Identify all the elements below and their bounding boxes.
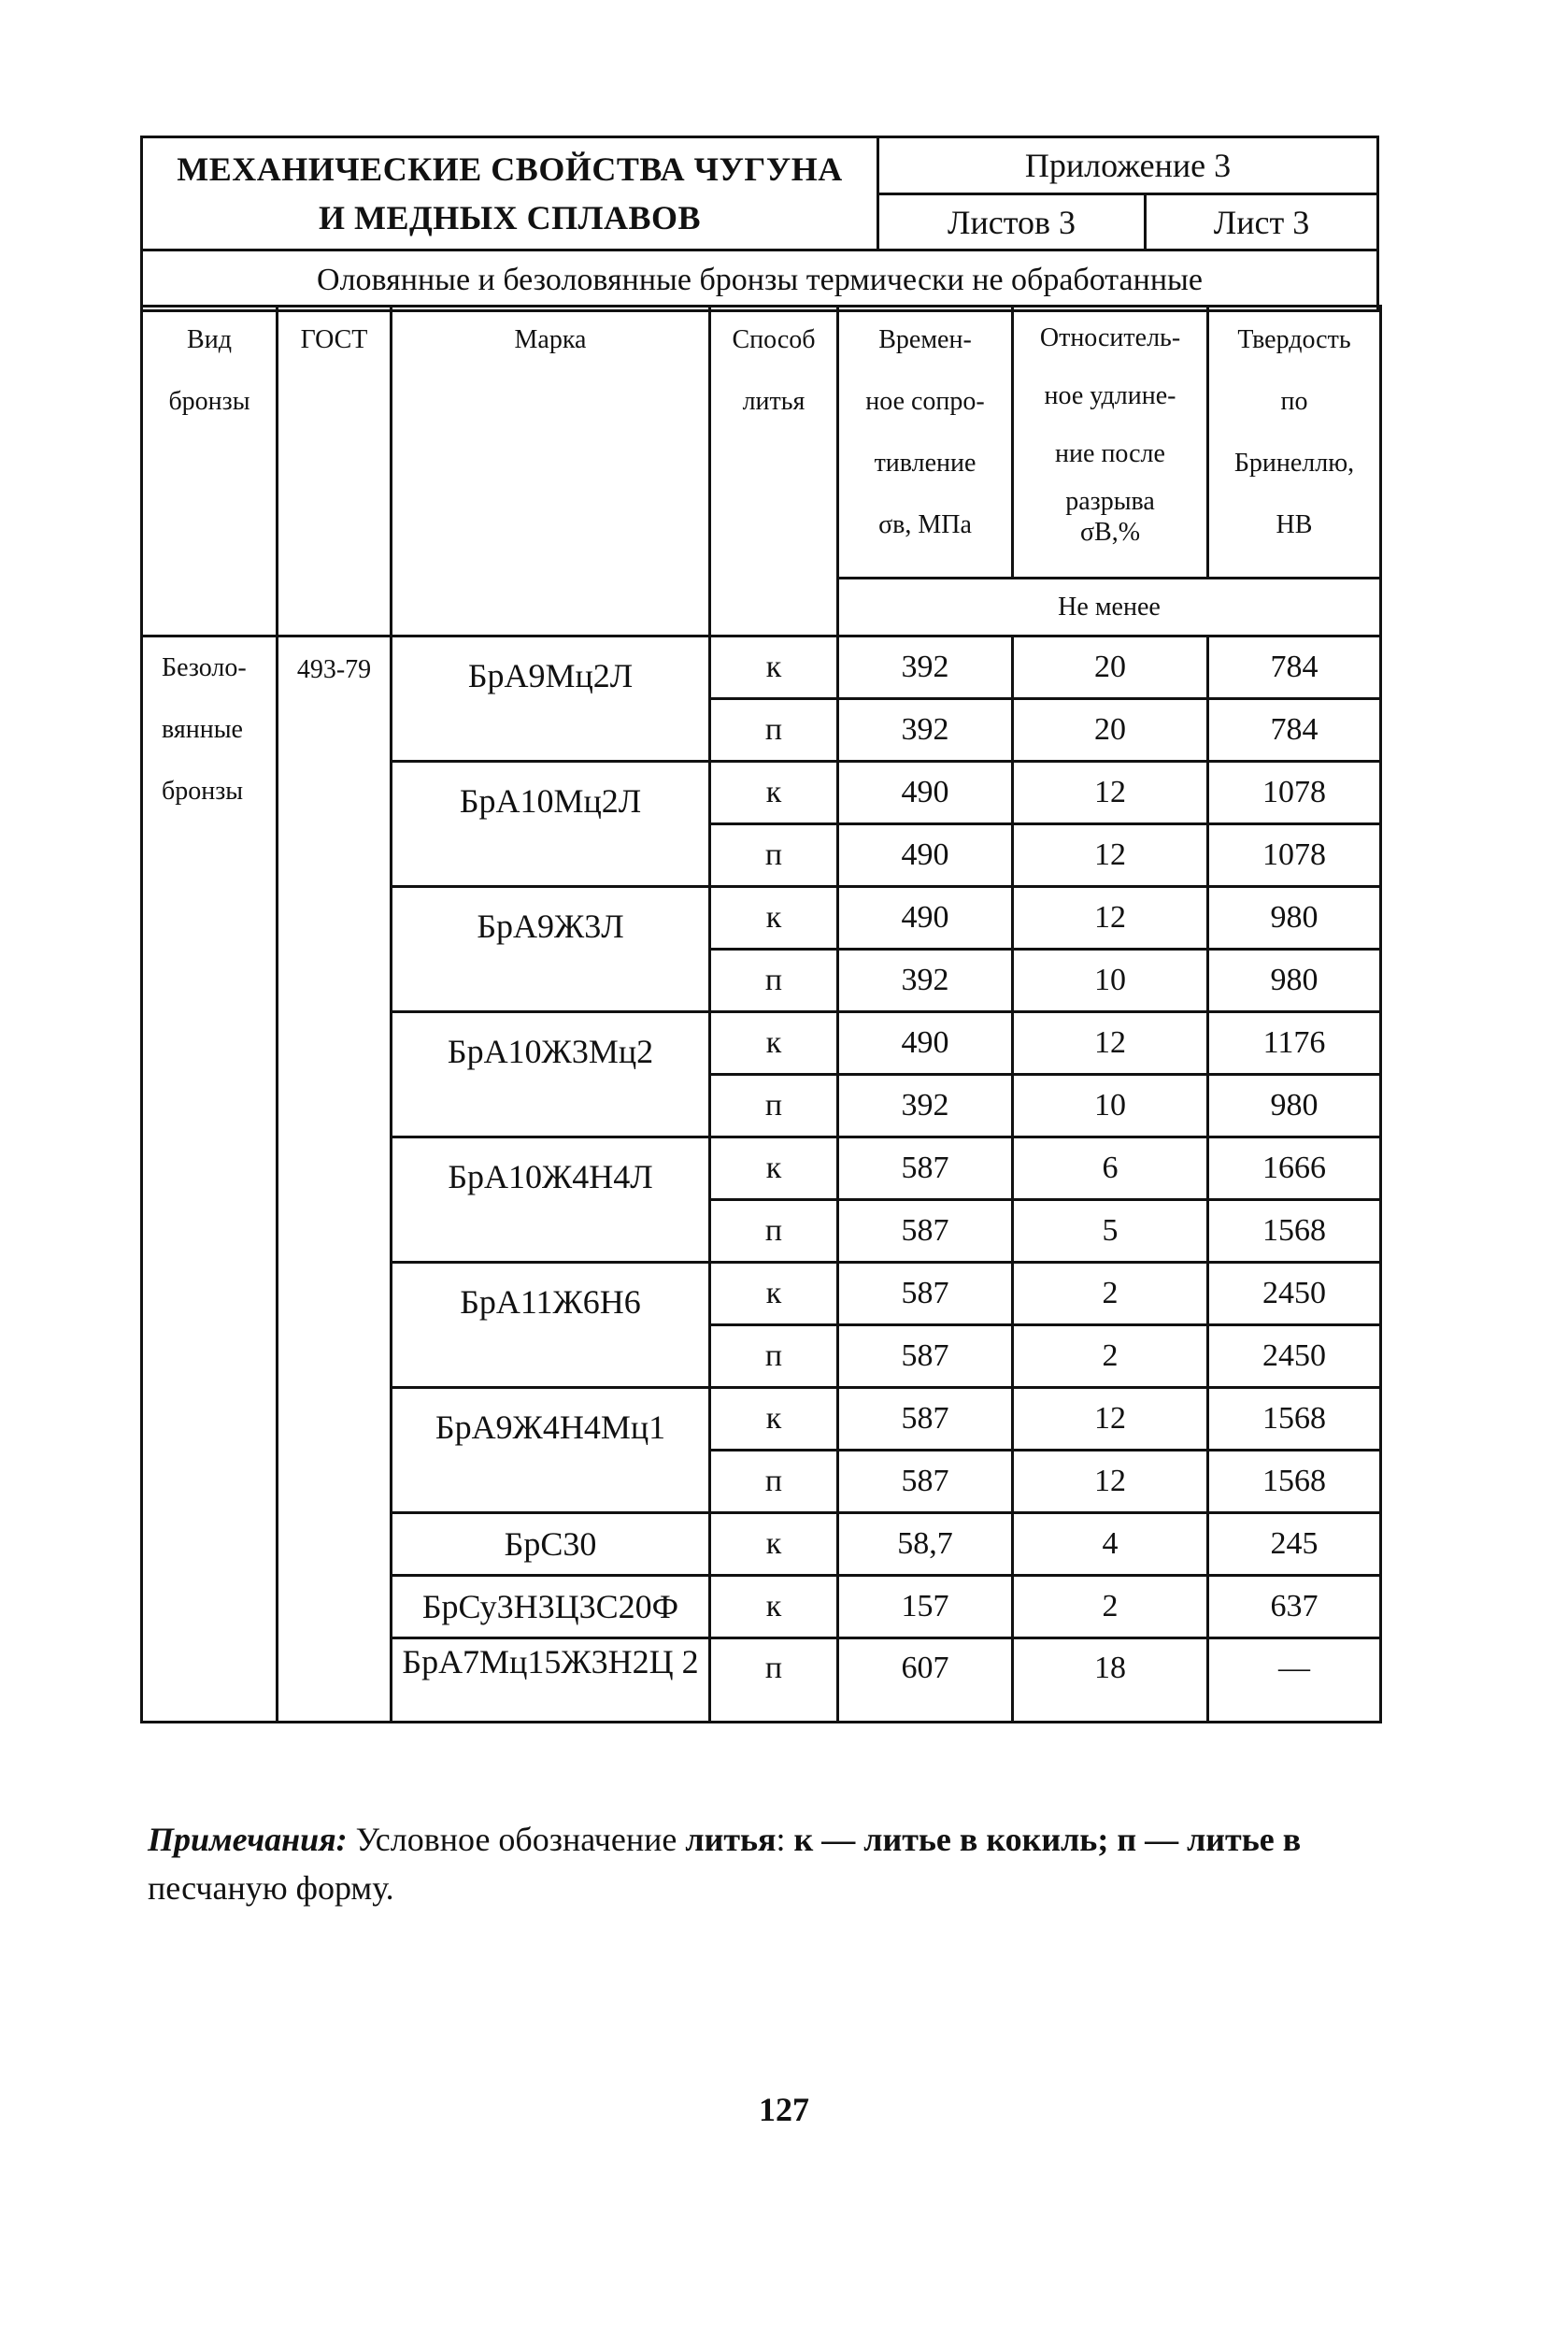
strength-cell: 392 (838, 636, 1013, 699)
hardness-cell: 637 (1208, 1576, 1381, 1638)
col-header-grade: Марка (392, 307, 710, 636)
grade-cell: БрСу3Н3Ц3С20Ф (392, 1576, 710, 1638)
elongation-cell: 5 (1013, 1200, 1208, 1263)
method-cell: к (710, 1513, 838, 1576)
col-header-strength: Времен- ное сопро- тивление σв, МПа (838, 307, 1013, 579)
strength-cell: 587 (838, 1451, 1013, 1513)
hardness-cell: 2450 (1208, 1325, 1381, 1388)
strength-cell: 587 (838, 1200, 1013, 1263)
strength-cell: 587 (838, 1137, 1013, 1200)
strength-cell: 587 (838, 1325, 1013, 1388)
notes-label: Примечания: (148, 1821, 348, 1858)
elongation-cell: 20 (1013, 636, 1208, 699)
sheet-current: Лист 3 (1213, 203, 1310, 241)
notes-text-3: песчаную форму. (148, 1869, 394, 1907)
method-cell: к (710, 1576, 838, 1638)
elongation-cell: 10 (1013, 950, 1208, 1012)
page-number: 127 (759, 2091, 809, 2128)
elongation-cell: 12 (1013, 824, 1208, 887)
gost-cell: 493-79 (278, 636, 392, 1723)
hardness-cell: 980 (1208, 950, 1381, 1012)
method-cell: к (710, 1263, 838, 1325)
elongation-cell: 12 (1013, 887, 1208, 950)
col-header-method: Способ литья (710, 307, 838, 636)
elongation-cell: 12 (1013, 762, 1208, 824)
hardness-cell: 245 (1208, 1513, 1381, 1576)
strength-cell: 392 (838, 1075, 1013, 1137)
notes-text-1: Условное обозначение (347, 1821, 686, 1858)
hardness-cell: 784 (1208, 636, 1381, 699)
hardness-cell: 1078 (1208, 762, 1381, 824)
title-line-2: И МЕДНЫХ СПЛАВОВ (319, 199, 701, 236)
hardness-cell: 1176 (1208, 1012, 1381, 1075)
method-cell: п (710, 950, 838, 1012)
elongation-cell: 2 (1013, 1263, 1208, 1325)
method-cell: п (710, 1638, 838, 1723)
sheets-total: Листов 3 (879, 195, 1147, 249)
table-subtitle: Оловянные и безоловянные бронзы термически не обработанные (317, 263, 1203, 297)
notes-bold-1: литья (685, 1821, 777, 1858)
hardness-cell: 784 (1208, 699, 1381, 762)
method-cell: к (710, 1388, 838, 1451)
elongation-cell: 20 (1013, 699, 1208, 762)
method-cell: к (710, 1012, 838, 1075)
col-header-gost: ГОСТ (278, 307, 392, 636)
grade-cell: БрА10Мц2Л (392, 762, 710, 887)
grade-cell: БрА10Ж3Мц2 (392, 1012, 710, 1137)
elongation-cell: 18 (1013, 1638, 1208, 1723)
hardness-cell: 2450 (1208, 1263, 1381, 1325)
elongation-cell: 6 (1013, 1137, 1208, 1200)
hardness-cell: — (1208, 1638, 1381, 1723)
col-header-hardness: Твердость по Бринеллю, НВ (1208, 307, 1381, 579)
hardness-cell: 980 (1208, 1075, 1381, 1137)
strength-cell: 157 (838, 1576, 1013, 1638)
strength-cell: 490 (838, 887, 1013, 950)
strength-cell: 587 (838, 1263, 1013, 1325)
strength-cell: 587 (838, 1388, 1013, 1451)
strength-cell: 392 (838, 699, 1013, 762)
grade-cell: БрС30 (392, 1513, 710, 1576)
method-cell: к (710, 762, 838, 824)
notes-text-2: : (776, 1821, 794, 1858)
method-cell: п (710, 699, 838, 762)
grade-cell: БрА11Ж6Н6 (392, 1263, 710, 1388)
col-header-elongation: Относитель- ное удлине- ние после разрыва σВ,% (1013, 307, 1208, 579)
title-line-1: МЕХАНИЧЕСКИЕ СВОЙСТВА ЧУГУНА (177, 150, 843, 188)
grade-cell: БрА10Ж4Н4Л (392, 1137, 710, 1263)
method-cell: п (710, 1200, 838, 1263)
document-title (143, 138, 879, 249)
not-less-label: Не менее (838, 579, 1381, 636)
hardness-cell: 1568 (1208, 1451, 1381, 1513)
method-cell: к (710, 1137, 838, 1200)
strength-cell: 490 (838, 762, 1013, 824)
elongation-cell: 2 (1013, 1576, 1208, 1638)
strength-cell: 392 (838, 950, 1013, 1012)
hardness-cell: 1568 (1208, 1388, 1381, 1451)
strength-cell: 58,7 (838, 1513, 1013, 1576)
method-cell: п (710, 824, 838, 887)
hardness-cell: 980 (1208, 887, 1381, 950)
strength-cell: 490 (838, 824, 1013, 887)
appendix-label: Приложение 3 (879, 138, 1376, 195)
header-row (142, 307, 1381, 579)
method-cell: п (710, 1451, 838, 1513)
method-cell: п (710, 1325, 838, 1388)
method-cell: к (710, 636, 838, 699)
method-cell: п (710, 1075, 838, 1137)
title-block (140, 136, 1379, 312)
elongation-cell: 10 (1013, 1075, 1208, 1137)
grade-cell: БрА9Мц2Л (392, 636, 710, 762)
elongation-cell: 2 (1013, 1325, 1208, 1388)
col-header-kind: Вид бронзы (142, 307, 278, 636)
table-row (142, 636, 1381, 699)
bronze-properties-table (140, 305, 1382, 1723)
strength-cell: 607 (838, 1638, 1013, 1723)
elongation-cell: 12 (1013, 1451, 1208, 1513)
hardness-cell: 1568 (1208, 1200, 1381, 1263)
elongation-cell: 4 (1013, 1513, 1208, 1576)
hardness-cell: 1078 (1208, 824, 1381, 887)
hardness-cell: 1666 (1208, 1137, 1381, 1200)
bronze-kind-cell: Безоло- вянные бронзы (142, 636, 278, 1723)
grade-cell: БрА9Ж4Н4Мц1 (392, 1388, 710, 1513)
notes (148, 1815, 1381, 1912)
notes-bold-2: к — литье в кокиль; п — литье в (793, 1821, 1302, 1858)
strength-cell: 490 (838, 1012, 1013, 1075)
method-cell: к (710, 887, 838, 950)
grade-cell: БрА7Мц15Ж3Н2Ц 2 (392, 1638, 710, 1723)
elongation-cell: 12 (1013, 1388, 1208, 1451)
elongation-cell: 12 (1013, 1012, 1208, 1075)
grade-cell: БрА9Ж3Л (392, 887, 710, 1012)
